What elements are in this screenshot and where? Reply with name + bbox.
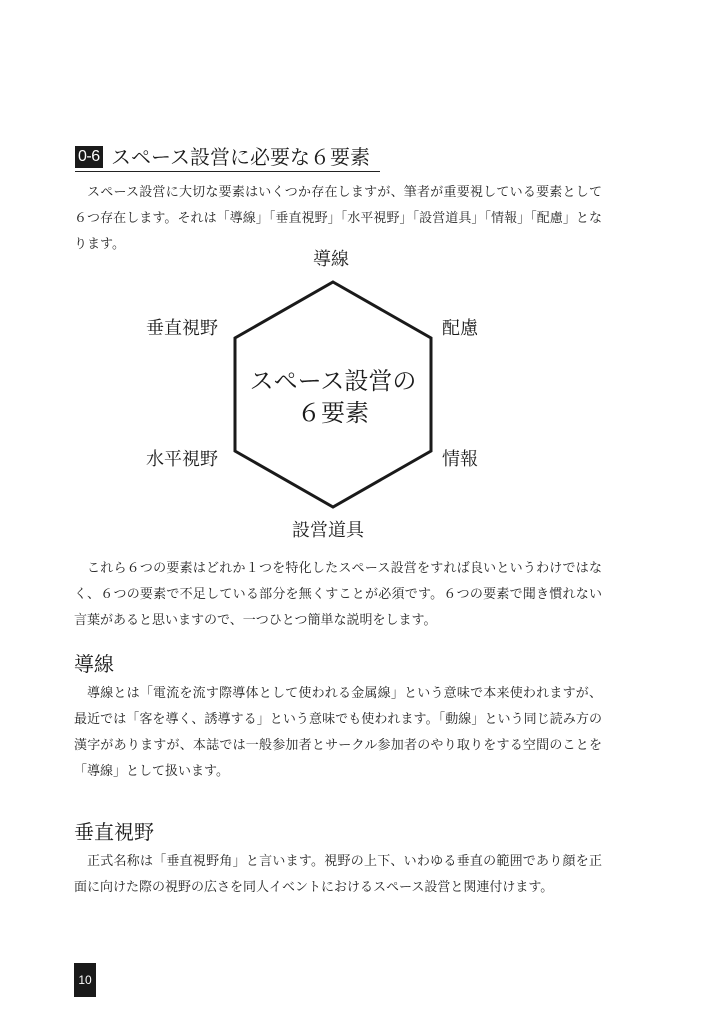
diagram-label-top-left: 垂直視野 — [146, 318, 218, 339]
page-number: 10 — [74, 963, 96, 997]
six-elements-diagram — [0, 245, 717, 545]
intro-paragraph: スペース設営に大切な要素はいくつか存在しますが、筆者が重要視している要素として６つ存在します。それは「導線」「垂直視野」「水平視野」「設営道具」「情報」「配慮」となります。 — [74, 185, 602, 252]
diagram-label-top: 導線 — [313, 249, 349, 270]
section-heading — [75, 143, 380, 172]
diagram-center-line1: スペース設営の — [249, 367, 417, 395]
body-paragraph: これら６つの要素はどれか１つを特化したスペース設営をすれば良いというわけではなく、６つの要素で不足している部分を無くすことが必須です。６つの要素で聞き慣れない言葉があると思いますので、一つひとつ簡単な説明をします。 — [74, 561, 602, 628]
subsection-heading-suichoku: 垂直視野 — [74, 820, 154, 844]
diagram-label-bottom-right: 情報 — [442, 449, 478, 470]
diagram-label-top-right: 配慮 — [442, 318, 478, 339]
section-title: スペース設営に必要な６要素 — [111, 145, 370, 169]
diagram-label-bottom-left: 水平視野 — [146, 449, 218, 470]
subsection-heading-doushen: 導線 — [74, 652, 114, 676]
diagram-label-bottom: 設営道具 — [292, 520, 364, 541]
diagram-center-line2: ６要素 — [297, 399, 369, 427]
section-number: 0-6 — [75, 146, 103, 168]
subsection-text-doushen: 導線とは「電流を流す際導体として使われる金属線」という意味で本来使われますが、最近では「客を導く、誘導する」という意味でも使われます。「動線」という同じ読み方の漢字がありますが、本誌では一般参加者とサークル参加者のやり取りをする空間のことを「導線」として扱います。 — [74, 686, 602, 779]
subsection-text-suichoku: 正式名称は「垂直視野角」と言います。視野の上下、いわゆる垂直の範囲であり顔を正面に向けた際の視野の広さを同人イベントにおけるスペース設営と関連付けます。 — [74, 854, 602, 895]
